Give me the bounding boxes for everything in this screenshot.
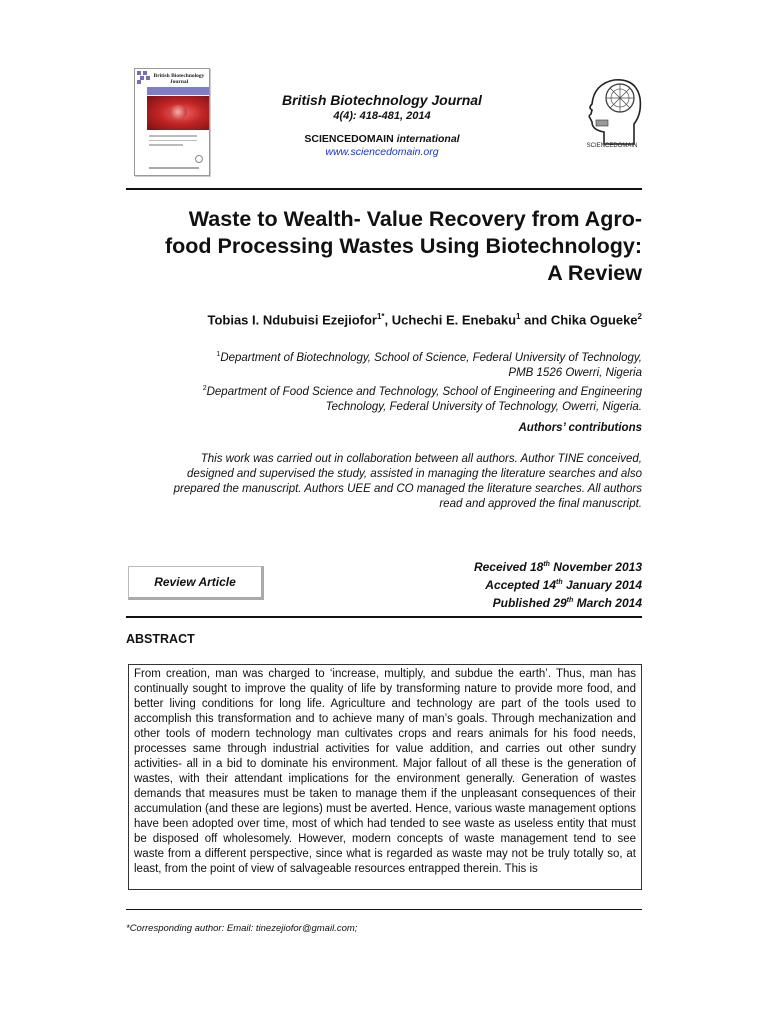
corresponding-author-footnote: *Corresponding author: Email: tinezejiofor@gmail.com; <box>126 923 358 934</box>
abstract-heading: ABSTRACT <box>126 632 195 646</box>
publisher-url[interactable]: www.sciencedomain.org <box>325 146 439 158</box>
author-separator: , <box>384 312 392 328</box>
cover-seal-icon <box>195 155 203 163</box>
affiliation-2: $^2$Department of Food Science and Technology, School of Engineering and Engineering <box>202 384 642 398</box>
contributions-line: designed and supervised the study, assisted in managing the literature searches and also <box>187 468 642 480</box>
abstract-text: From creation, man was charged to ‘increase, multiply, and subdue the earth’. Thus, man has continually sought to improve the quality of life by transforming nature to provide more food, and better living conditions for long life. Agriculture and technology are part of the tools used to accomplish this transformation and to achieve many of man’s goals. Through mechanization and other tools of modern technology man cultivates crops and rears animals for his food needs, processes same through industrial activities for value addition, and carries out other sundry activities- all in a bid to dominate his environment. Major fallout of all these is the generation of wastes, with their attendant implications for the environment generally. Generation of wastes demands that measures must be taken to manage them if the unpleasant consequences of their accumulation (and these are legions) must be averted. Hence, various waste management options have been adopted over time, most of which had tended to see waste as useless entity that must be disposed off wholesomely. However, modern concepts of waste management tend to see waste from a different perspective, since what is regarded as waste may not be truly totally so, at least, from the point of view of salvageable resources entrapped therein. This is <box>134 668 636 875</box>
cover-title: British Biotechnology Journal <box>153 73 205 85</box>
contributions-heading: Authors’ contributions <box>518 422 642 434</box>
journal-header <box>226 92 538 159</box>
sciencedomain-logo-icon <box>584 74 644 150</box>
author-separator: and <box>520 312 551 328</box>
affiliation-2-cont: Technology, Federal University of Technology, Owerri, Nigeria. <box>325 400 642 413</box>
footnote-divider <box>126 909 642 910</box>
affiliation-1: $^1$Department of Biotechnology, School of Science, Federal University of Technology, <box>216 351 642 364</box>
author-name: Tobias I. Ndubuisi Ezejiofor <box>207 312 377 328</box>
author-name: Chika Ogueke <box>550 312 638 328</box>
publisher <box>226 133 538 146</box>
header-divider <box>126 188 642 190</box>
published-date: Published 29th March 2014 <box>492 596 642 610</box>
contributions-text <box>126 452 642 512</box>
author-affiliation-mark: 1* <box>376 312 385 321</box>
contributions-line: read and approved the final manuscript. <box>439 498 642 510</box>
title-line: Waste to Wealth- Value Recovery from Agro- <box>188 207 642 231</box>
cover-text-lines <box>149 135 197 149</box>
logo-label: SCIENCEDOMAIN <box>586 143 638 149</box>
contributions-line: prepared the manuscript. Authors UEE and CO managed the literature searches. All authors <box>173 483 642 495</box>
author-list <box>126 312 642 327</box>
affiliation-1-cont: PMB 1526 Owerri, Nigeria <box>508 366 642 379</box>
accepted-date: Accepted 14th January 2014 <box>485 578 642 592</box>
author-name: Uchechi E. Enebaku <box>391 312 517 328</box>
article-title <box>130 206 642 287</box>
cover-band <box>147 87 209 95</box>
author-affiliation-mark: 2 <box>637 312 642 321</box>
dates-divider <box>126 616 642 618</box>
publisher-name: SCIENCEDOMAIN <box>304 133 394 145</box>
title-line: A Review <box>547 261 642 285</box>
journal-volume: 4(4): 418-481, 2014 <box>333 110 431 122</box>
journal-name: British Biotechnology Journal <box>282 92 482 108</box>
abstract-box <box>128 664 642 890</box>
received-date: Received 18th November 2013 <box>473 560 642 574</box>
journal-cover-image <box>134 68 210 176</box>
contributions-line: This work was carried out in collaboration between all authors. Author TINE conceived, <box>200 453 642 465</box>
author-affiliation-mark: 1 <box>516 312 521 321</box>
title-line: food Processing Wastes Using Biotechnology: <box>164 234 642 258</box>
cover-footer-line <box>149 167 199 169</box>
publisher-suffix: international <box>393 133 460 145</box>
cover-photo <box>147 96 209 130</box>
article-type-badge: Review Article <box>128 566 264 600</box>
article-dates <box>400 557 642 611</box>
affiliations <box>126 347 642 415</box>
